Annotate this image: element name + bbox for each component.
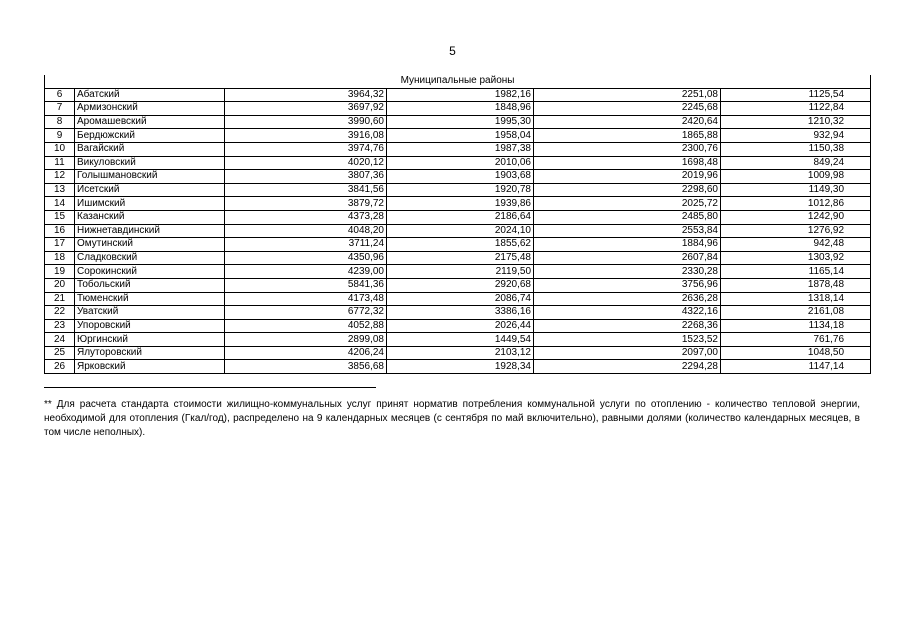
table-row [45,292,871,306]
value-cell: 4206,24 [225,346,387,360]
value-cell: 2119,50 [387,265,534,279]
group-title: Муниципальные районы [45,75,871,88]
value-cell: 1276,92 [721,224,871,238]
group-header-row [45,75,871,88]
table-row [45,346,871,360]
table-row [45,142,871,156]
row-number-cell: 15 [45,210,75,224]
value-cell: 1147,14 [721,360,871,374]
district-name-cell: Тюменский [75,292,225,306]
value-cell: 2294,28 [534,360,721,374]
value-cell: 2026,44 [387,319,534,333]
value-cell: 1878,48 [721,278,871,292]
row-number-cell: 26 [45,360,75,374]
value-cell: 3964,32 [225,88,387,102]
table-row [45,224,871,238]
value-cell: 2024,10 [387,224,534,238]
district-name-cell: Казанский [75,210,225,224]
value-cell: 4350,96 [225,251,387,265]
value-cell: 3916,08 [225,129,387,143]
district-name-cell: Ишимский [75,197,225,211]
value-cell: 2607,84 [534,251,721,265]
district-name-cell: Нижнетавдинский [75,224,225,238]
table-row [45,251,871,265]
value-cell: 1855,62 [387,238,534,252]
row-number-cell: 9 [45,129,75,143]
value-cell: 3697,92 [225,102,387,116]
value-cell: 1987,38 [387,142,534,156]
value-cell: 1884,96 [534,238,721,252]
table-row [45,238,871,252]
value-cell: 1920,78 [387,183,534,197]
row-number-cell: 13 [45,183,75,197]
value-cell: 6772,32 [225,306,387,320]
value-cell: 1848,96 [387,102,534,116]
value-cell: 1210,32 [721,115,871,129]
value-cell: 2553,84 [534,224,721,238]
table-row [45,210,871,224]
table-row [45,265,871,279]
district-name-cell: Сладковский [75,251,225,265]
value-cell: 2298,60 [534,183,721,197]
value-cell: 1523,52 [534,333,721,347]
footnote-text: ** Для расчета стандарта стоимости жилищно-коммунальных услуг принят норматив потребления коммунальной услуги по отоплению - количество тепловой энергии, необходимой для отопления (Гкал/год), распределено на 9 календарных месяцев (с сентября по май включительно), равными долями (количество календарных месяцев, в том числе неполных). [44,399,860,438]
table-row [45,183,871,197]
value-cell: 3711,24 [225,238,387,252]
table-row [45,170,871,184]
district-name-cell: Уватский [75,306,225,320]
table-row [45,197,871,211]
district-name-cell: Бердюжский [75,129,225,143]
value-cell: 2186,64 [387,210,534,224]
value-cell: 1149,30 [721,183,871,197]
value-cell: 3856,68 [225,360,387,374]
value-cell: 1958,04 [387,129,534,143]
value-cell: 2010,06 [387,156,534,170]
value-cell: 2161,08 [721,306,871,320]
table-row [45,319,871,333]
value-cell: 1903,68 [387,170,534,184]
value-cell: 1698,48 [534,156,721,170]
table-row [45,129,871,143]
row-number-cell: 22 [45,306,75,320]
district-name-cell: Викуловский [75,156,225,170]
value-cell: 1303,92 [721,251,871,265]
value-cell: 3879,72 [225,197,387,211]
value-cell: 3756,96 [534,278,721,292]
row-number-cell: 7 [45,102,75,116]
district-name-cell: Юргинский [75,333,225,347]
row-number-cell: 8 [45,115,75,129]
value-cell: 2920,68 [387,278,534,292]
district-name-cell: Ялуторовский [75,346,225,360]
value-cell: 1982,16 [387,88,534,102]
table-row [45,102,871,116]
value-cell: 1449,54 [387,333,534,347]
row-number-cell: 19 [45,265,75,279]
row-number-cell: 12 [45,170,75,184]
district-name-cell: Упоровский [75,319,225,333]
value-cell: 1995,30 [387,115,534,129]
district-name-cell: Сорокинский [75,265,225,279]
table-row [45,360,871,374]
value-cell: 1012,86 [721,197,871,211]
district-name-cell: Тобольский [75,278,225,292]
district-name-cell: Ярковский [75,360,225,374]
value-cell: 4373,28 [225,210,387,224]
value-cell: 2103,12 [387,346,534,360]
value-cell: 2420,64 [534,115,721,129]
value-cell: 4173,48 [225,292,387,306]
row-number-cell: 14 [45,197,75,211]
row-number-cell: 11 [45,156,75,170]
district-name-cell: Голышмановский [75,170,225,184]
value-cell: 1865,88 [534,129,721,143]
value-cell: 2899,08 [225,333,387,347]
value-cell: 1165,14 [721,265,871,279]
value-cell: 1242,90 [721,210,871,224]
value-cell: 942,48 [721,238,871,252]
value-cell: 1134,18 [721,319,871,333]
row-number-cell: 20 [45,278,75,292]
district-name-cell: Аромашевский [75,115,225,129]
value-cell: 2485,80 [534,210,721,224]
value-cell: 4239,00 [225,265,387,279]
value-cell: 5841,36 [225,278,387,292]
value-cell: 2019,96 [534,170,721,184]
value-cell: 2300,76 [534,142,721,156]
value-cell: 761,76 [721,333,871,347]
district-name-cell: Омутинский [75,238,225,252]
value-cell: 2025,72 [534,197,721,211]
row-number-cell: 16 [45,224,75,238]
value-cell: 2330,28 [534,265,721,279]
value-cell: 2636,28 [534,292,721,306]
row-number-cell: 18 [45,251,75,265]
district-name-cell: Вагайский [75,142,225,156]
value-cell: 1125,54 [721,88,871,102]
value-cell: 849,24 [721,156,871,170]
value-cell: 1928,34 [387,360,534,374]
row-number-cell: 17 [45,238,75,252]
footnote-divider [44,387,376,388]
value-cell: 2268,36 [534,319,721,333]
value-cell: 932,94 [721,129,871,143]
district-name-cell: Армизонский [75,102,225,116]
value-cell: 3974,76 [225,142,387,156]
value-cell: 1318,14 [721,292,871,306]
value-cell: 1009,98 [721,170,871,184]
value-cell: 4020,12 [225,156,387,170]
table-row [45,278,871,292]
value-cell: 3807,36 [225,170,387,184]
row-number-cell: 21 [45,292,75,306]
district-name-cell: Исетский [75,183,225,197]
table-row [45,306,871,320]
value-cell: 3841,56 [225,183,387,197]
table-row [45,333,871,347]
row-number-cell: 6 [45,88,75,102]
row-number-cell: 10 [45,142,75,156]
row-number-cell: 23 [45,319,75,333]
value-cell: 2086,74 [387,292,534,306]
value-cell: 3990,60 [225,115,387,129]
value-cell: 4048,20 [225,224,387,238]
row-number-cell: 24 [45,333,75,347]
value-cell: 1122,84 [721,102,871,116]
value-cell: 1150,38 [721,142,871,156]
value-cell: 2175,48 [387,251,534,265]
value-cell: 1048,50 [721,346,871,360]
table-row [45,88,871,102]
value-cell: 4052,88 [225,319,387,333]
value-cell: 2251,08 [534,88,721,102]
tariff-table [44,75,871,374]
page-number: 5 [449,44,456,58]
district-name-cell: Абатский [75,88,225,102]
table-row [45,115,871,129]
value-cell: 4322,16 [534,306,721,320]
row-number-cell: 25 [45,346,75,360]
value-cell: 2097,00 [534,346,721,360]
value-cell: 2245,68 [534,102,721,116]
table-row [45,156,871,170]
value-cell: 1939,86 [387,197,534,211]
value-cell: 3386,16 [387,306,534,320]
